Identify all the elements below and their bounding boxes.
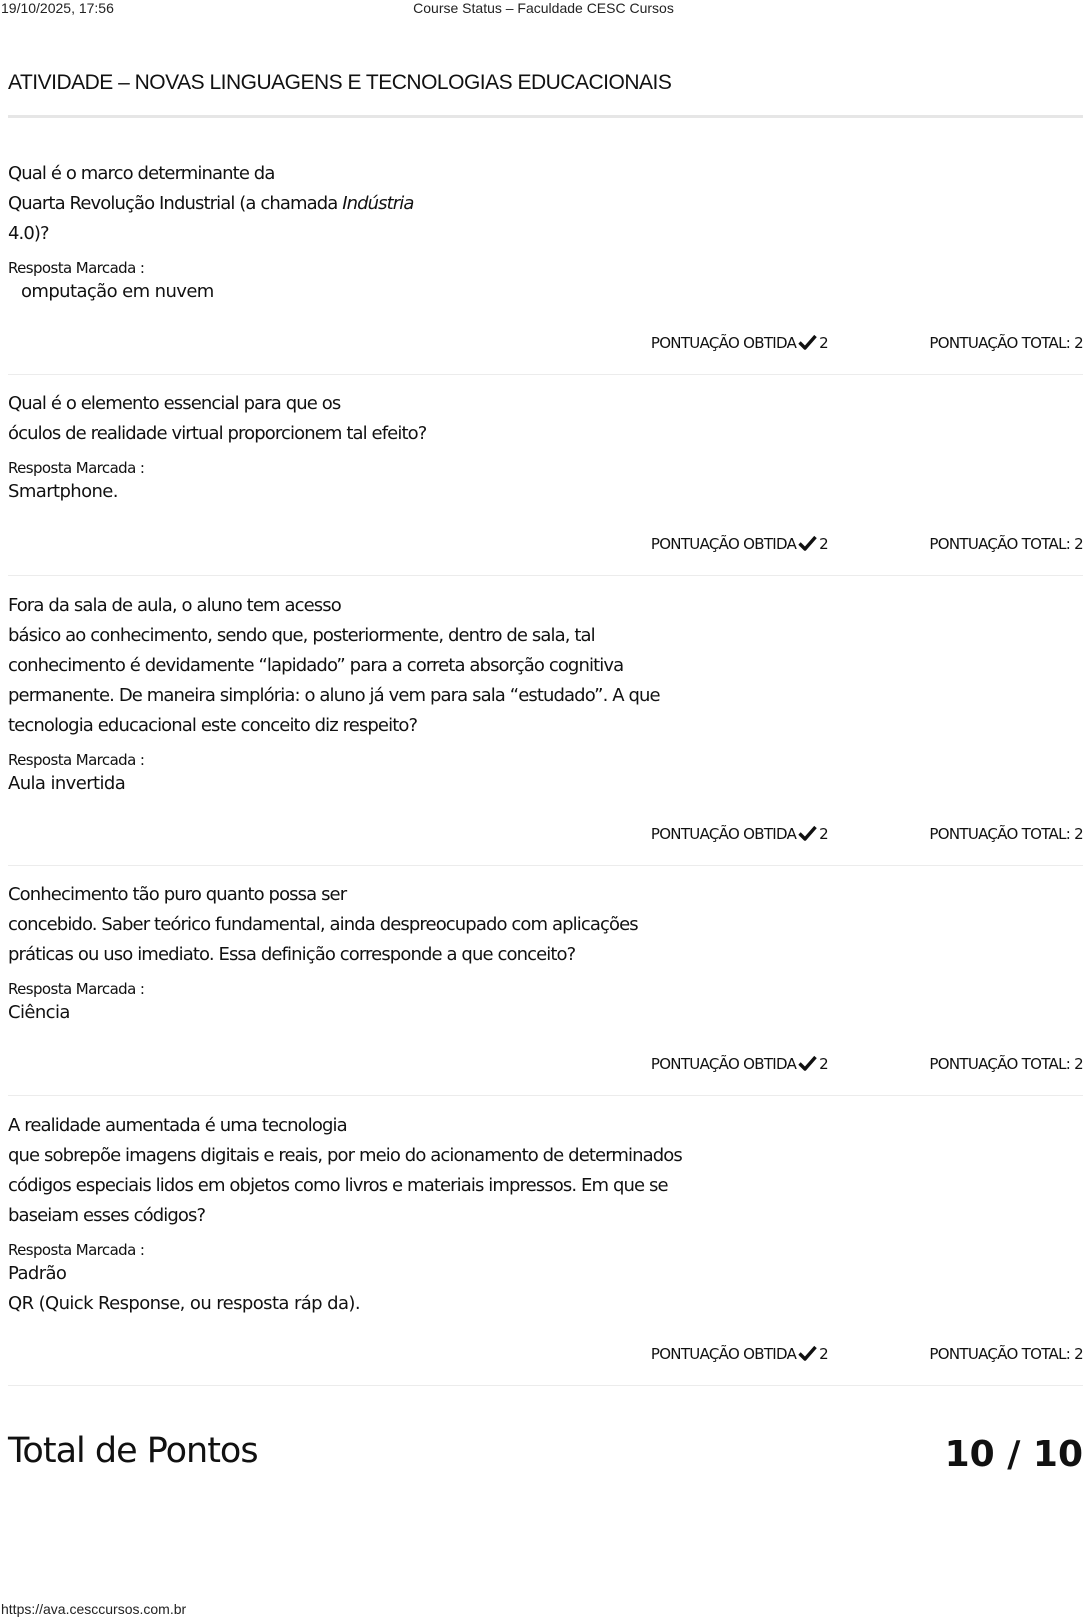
score-obtained-label: PONTUAÇÃO OBTIDA xyxy=(650,825,797,843)
score-obtained-value: 2 xyxy=(819,334,828,352)
question-item xyxy=(8,880,1083,1096)
page-title: ATIVIDADE – NOVAS LINGUAGENS E TECNOLOGIAS EDUCACIONAIS xyxy=(8,71,672,94)
score-obtained-value: 2 xyxy=(819,825,828,843)
score-obtained-label: PONTUAÇÃO OBTIDA xyxy=(650,1345,797,1363)
score-obtained-value: 2 xyxy=(819,1345,828,1363)
answer-text xyxy=(8,1259,1083,1319)
question-text xyxy=(8,1111,1083,1231)
question-line: códigos especiais lidos em objetos como livros e materiais impressos. Em que se xyxy=(8,1175,668,1196)
answer-label: Resposta Marcada : xyxy=(8,459,145,477)
score-total: PONTUAÇÃO TOTAL: 2 xyxy=(929,334,1083,352)
question-text xyxy=(8,159,1083,249)
question-line: concebido. Saber teórico fundamental, ainda despreocupado com aplicações xyxy=(8,914,638,935)
question-line: tecnologia educacional este conceito diz respeito? xyxy=(8,715,418,736)
question-item xyxy=(8,591,1083,866)
question-line: óculos de realidade virtual proporcionem tal efeito? xyxy=(8,423,427,444)
question-text xyxy=(8,389,1083,449)
total-points-label: Total de Pontos xyxy=(8,1431,258,1471)
answer-line: omputação em nuvem xyxy=(21,281,214,302)
check-icon xyxy=(798,535,817,551)
question-item xyxy=(8,159,1083,375)
answer-line: Padrão xyxy=(8,1263,67,1284)
question-line: Qual é o elemento essencial para que os xyxy=(8,393,341,414)
question-line: permanente. De maneira simplória: o aluno já vem para sala “estudado”. A que xyxy=(8,685,660,706)
question-line: básico ao conhecimento, sendo que, posteriormente, dentro de sala, tal xyxy=(8,625,595,646)
check-icon xyxy=(798,825,817,841)
score-obtained xyxy=(651,1055,828,1073)
check-icon xyxy=(798,1055,817,1071)
question-line: Conhecimento tão puro quanto possa ser xyxy=(8,884,347,905)
question-line: 4.0)? xyxy=(8,223,49,244)
score-total: PONTUAÇÃO TOTAL: 2 xyxy=(929,825,1083,843)
answer-line: Smartphone. xyxy=(8,481,118,502)
score-obtained-label: PONTUAÇÃO OBTIDA xyxy=(650,334,797,352)
answer-label: Resposta Marcada : xyxy=(8,751,145,769)
score-obtained xyxy=(651,825,828,843)
question-line: conhecimento é devidamente “lapidado” para a correta absorção cognitiva xyxy=(8,655,624,676)
question-item xyxy=(8,389,1083,576)
answer-line: Ciência xyxy=(8,1002,70,1023)
score-obtained-value: 2 xyxy=(819,1055,828,1073)
question-line xyxy=(8,189,1083,219)
question-text xyxy=(8,591,1083,741)
print-page-title: Course Status – Faculdade CESC Cursos xyxy=(413,0,674,16)
answer-label: Resposta Marcada : xyxy=(8,1241,145,1259)
answer-text xyxy=(8,998,1083,1028)
check-icon xyxy=(798,334,817,350)
answer-text xyxy=(8,769,1083,799)
score-obtained-value: 2 xyxy=(819,535,828,553)
question-line-part: Quarta Revolução Industrial (a chamada xyxy=(8,193,343,214)
question-emphasis: Indústria xyxy=(342,193,414,214)
answer-line: Aula invertida xyxy=(8,773,126,794)
score-obtained xyxy=(651,334,828,352)
score-total: PONTUAÇÃO TOTAL: 2 xyxy=(929,535,1083,553)
title-divider xyxy=(8,115,1083,118)
print-footer-url: https://ava.cesccursos.com.br xyxy=(1,1601,187,1617)
question-line: baseiam esses códigos? xyxy=(8,1205,206,1226)
question-text xyxy=(8,880,1083,970)
answer-label: Resposta Marcada : xyxy=(8,259,145,277)
score-obtained xyxy=(651,1345,828,1363)
answer-text xyxy=(8,277,1083,307)
question-item xyxy=(8,1111,1083,1386)
score-total: PONTUAÇÃO TOTAL: 2 xyxy=(929,1055,1083,1073)
question-line: Fora da sala de aula, o aluno tem acesso xyxy=(8,595,341,616)
question-line: que sobrepõe imagens digitais e reais, por meio do acionamento de determinados xyxy=(8,1145,682,1166)
score-obtained-label: PONTUAÇÃO OBTIDA xyxy=(650,535,797,553)
question-line: A realidade aumentada é uma tecnologia xyxy=(8,1115,347,1136)
total-points-value: 10 / 10 xyxy=(944,1434,1083,1475)
print-datetime: 19/10/2025, 17:56 xyxy=(1,0,114,16)
question-line: práticas ou uso imediato. Essa definição corresponde a que conceito? xyxy=(8,944,576,965)
score-total: PONTUAÇÃO TOTAL: 2 xyxy=(929,1345,1083,1363)
answer-line: QR (Quick Response, ou resposta ráp da). xyxy=(8,1293,360,1314)
answer-label: Resposta Marcada : xyxy=(8,980,145,998)
question-line: Qual é o marco determinante da xyxy=(8,163,275,184)
score-obtained xyxy=(651,535,828,553)
print-header xyxy=(0,0,1087,18)
score-obtained-label: PONTUAÇÃO OBTIDA xyxy=(650,1055,797,1073)
check-icon xyxy=(798,1345,817,1361)
answer-text xyxy=(8,477,1083,507)
